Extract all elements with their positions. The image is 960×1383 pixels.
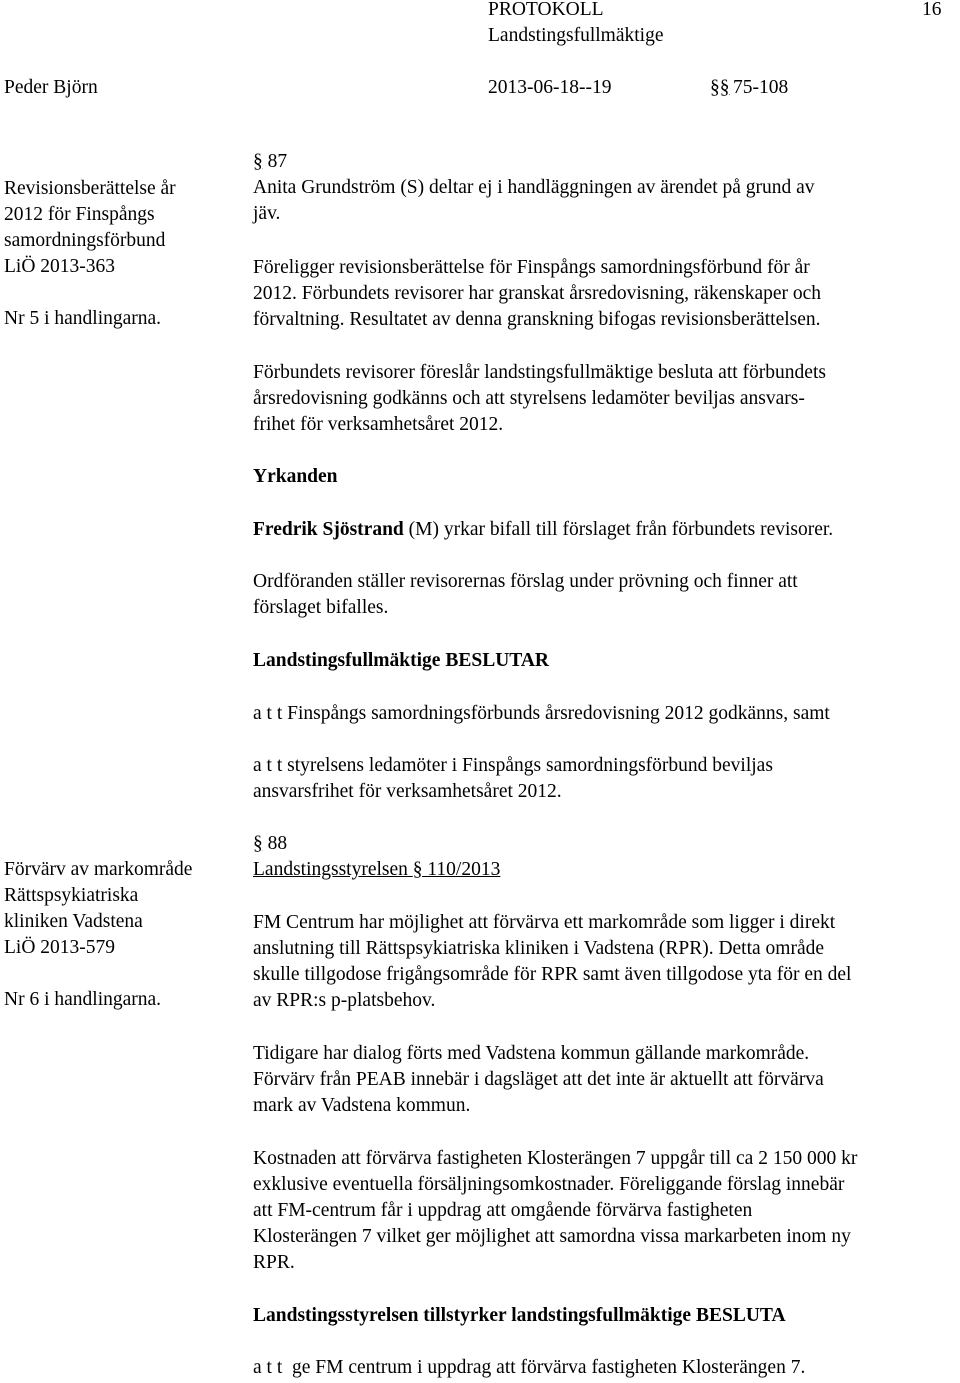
paragraph <box>253 569 798 621</box>
decision-item <box>253 753 773 805</box>
sidebar-87 <box>4 176 176 332</box>
sidebar-88 <box>4 857 192 1013</box>
text-line: Kostnaden att förvärva fastigheten Klosterängen 7 uppgår till ca 2 150 000 kr <box>253 1148 858 1169</box>
section-symbol: § <box>253 151 263 172</box>
text-line: ansvarsfrihet för verksamhetsåret 2012. <box>253 781 562 802</box>
signatory-name: Peder Björn <box>4 77 98 98</box>
reference-symbol: § <box>412 859 423 880</box>
sidebar-line: 2012 för Finspångs <box>4 204 155 225</box>
sidebar-line: Rättspsykiatriska <box>4 885 139 906</box>
text-line: 2012. Förbundets revisorer har granskat årsredovisning, räkenskaper och <box>253 283 822 304</box>
yrkande-name: Fredrik Sjöstrand <box>253 519 404 540</box>
paragraph <box>253 175 815 227</box>
paragraph <box>253 360 826 438</box>
section-number: 87 <box>267 151 288 172</box>
section-88-heading <box>253 831 287 857</box>
section-87-heading <box>253 149 287 175</box>
reference-number: 110/2013 <box>427 859 501 880</box>
text-line: förslaget bifalles. <box>253 597 389 618</box>
section-number: 88 <box>267 833 288 854</box>
page-number: 16 <box>922 0 942 20</box>
section-symbols: §§ <box>710 77 730 98</box>
text-line: Föreligger revisionsberättelse för Finspångs samordningsförbund för år <box>253 257 810 278</box>
paragraph <box>253 255 821 333</box>
tillstyrker-heading: Landstingsstyrelsen tillstyrker landstingsfullmäktige BESLUTA <box>253 1305 786 1326</box>
decision-item <box>253 701 830 727</box>
text-line: Klosterängen 7 vilket ger möjlighet att samordna vissa markarbeten inom ny <box>253 1226 851 1247</box>
text-line: exklusive eventuella försäljningsomkostnader. Föreliggande förslag innebär <box>253 1174 845 1195</box>
sidebar-line: Förvärv av markområde <box>4 859 193 880</box>
text-line: Anita Grundström (S) deltar ej i handläggningen av ärendet på grund av <box>253 177 815 198</box>
text-line: Ordföranden ställer revisorernas förslag under prövning och finner att <box>253 571 798 592</box>
board-reference <box>253 857 500 883</box>
text-line: a t t styrelsens ledamöter i Finspångs samordningsförbund beviljas <box>253 755 773 776</box>
text-line: att FM-centrum får i uppdrag att omgående förvärva fastigheten <box>253 1200 753 1221</box>
text-line: skulle tillgodose frigångsområde för RPR samt även tillgodose yta för en del <box>253 964 852 985</box>
reference-org: Landstingsstyrelsen <box>253 859 408 880</box>
text-line: a t t ge FM centrum i uppdrag att förvärva fastigheten Klosterängen 7. <box>253 1357 806 1378</box>
text-line: FM Centrum har möjlighet att förvärva ett markområde som ligger i direkt <box>253 912 836 933</box>
decision-item <box>253 1355 805 1381</box>
text-line: Förbundets revisorer föreslår landstingsfullmäktige besluta att förbundets <box>253 362 826 383</box>
sidebar-line: Nr 5 i handlingarna. <box>4 308 162 329</box>
protocol-title: PROTOKOLL <box>488 0 604 20</box>
text-line: frihet för verksamhetsåret 2012. <box>253 414 504 435</box>
paragraph <box>253 1146 857 1276</box>
text-line: mark av Vadstena kommun. <box>253 1095 471 1116</box>
text-line: RPR. <box>253 1252 295 1273</box>
beslut-heading: Landstingsfullmäktige BESLUTAR <box>253 650 550 671</box>
paragraph <box>253 1041 824 1119</box>
sidebar-line: samordningsförbund <box>4 230 166 251</box>
yrkanden-heading: Yrkanden <box>253 466 338 487</box>
sidebar-line: LiÖ 2013-579 <box>4 937 116 958</box>
paragraph <box>253 910 851 1014</box>
text-line: årsredovisning godkänns och att styrelsens ledamöter beviljas ansvars- <box>253 388 805 409</box>
section-symbol: § <box>253 833 263 854</box>
text-line: anslutning till Rättspsykiatriska kliniken i Vadstena (RPR). Detta område <box>253 938 825 959</box>
sidebar-line: kliniken Vadstena <box>4 911 143 932</box>
sidebar-line: Revisionsberättelse år <box>4 178 176 199</box>
text-line: av RPR:s p-platsbehov. <box>253 990 436 1011</box>
text-line: Förvärv från PEAB innebär i dagsläget att det inte är aktuellt att förvärva <box>253 1069 824 1090</box>
section-range: 75-108 <box>733 77 789 98</box>
meeting-date: 2013-06-18--19 <box>488 77 612 98</box>
text-line: Tidigare har dialog förts med Vadstena kommun gällande markområde. <box>253 1043 810 1064</box>
text-line: jäv. <box>253 203 281 224</box>
text-line: förvaltning. Resultatet av denna granskning bifogas revisionsberättelsen. <box>253 309 821 330</box>
assembly-name: Landstingsfullmäktige <box>488 25 664 46</box>
text-line: a t t Finspångs samordningsförbunds årsredovisning 2012 godkänns, samt <box>253 703 830 724</box>
sidebar-line: LiÖ 2013-363 <box>4 256 116 277</box>
yrkande-text: (M) yrkar bifall till förslaget från förbundets revisorer. <box>403 519 834 540</box>
yrkande-line <box>253 517 833 543</box>
sidebar-line: Nr 6 i handlingarna. <box>4 989 162 1010</box>
